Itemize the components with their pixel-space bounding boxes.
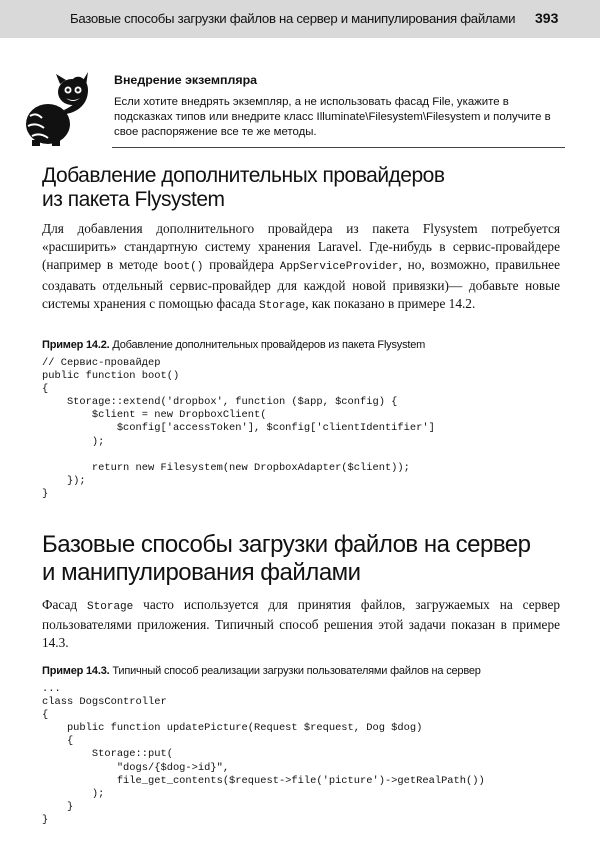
heading-line: Базовые способы загрузки файлов на сервер [42,531,531,558]
paragraph-text: Фасад [42,597,88,612]
inline-code: boot() [163,261,204,274]
example-title: Добавление дополнительных провайдеров из пакета Flysystem [112,339,426,351]
inline-code: Storage [259,299,306,312]
section-heading-uploads [42,531,531,587]
example-label: Пример 14.3. [42,665,110,677]
example-caption [42,665,481,677]
running-header-title: Базовые способы загрузки файлов на сервер и манипулирования файлами [70,11,516,26]
example-caption [42,339,425,351]
heading-line: и манипулирования файлами [42,559,361,586]
note-title: Внедрение экземпляра [114,73,258,87]
note-text: Если хотите внедрять экземпляр, а не использовать фасад File, укажите в подсказках типов или внедрите класс Illuminate\Filesystem\Filesystem и получите в свое распоряжение все те же методы. [114,96,551,138]
example-label: Пример 14.2. [42,339,110,351]
running-header [0,0,600,38]
paragraph-uploads [42,596,560,653]
code-listing: ... class DogsController { public function updatePicture(Request $request, Dog $dog) { Storage::put( "dogs/{$dog->id}", file_get_contents($request->file('picture')->getRealPath()) ); } } [42,683,485,826]
page-number: 393 [535,10,559,26]
paragraph-text: Для добавления дополнительного провайдера из пакета Flysystem потребуется «расширить» стандартную систему хранения Laravel. Где-нибудь в сервис-провайдере (например в методе [42,221,560,273]
paragraph-text: провайдера [203,257,280,273]
heading-line: из пакета Flysystem [42,188,225,211]
paragraph-text: часто используется для принятия файлов, загружаемых на сервер пользователями приложения. Типичный способ решения этой задачи показан в примере 14.3. [42,597,560,651]
inline-code: Storage [87,601,134,613]
example-title: Типичный способ реализации загрузки пользователями файлов на сервер [112,665,481,677]
lemur-icon [22,66,100,146]
paragraph-flysystem [42,220,560,315]
section-heading-flysystem [42,164,445,212]
heading-line: Добавление дополнительных провайдеров [42,164,445,187]
code-listing: // Сервис-провайдер public function boot() { Storage::extend('dropbox', function ($app, $config) { $client = new DropboxClient( $config['accessToken'], $config['clientIdentifier'] ); return new Filesystem(new DropboxAdapter($client)); }); } [42,357,435,500]
paragraph-text: , как показано в примере 14.2. [305,295,476,311]
paragraph-text: , но, возможно, правильнее создавать отдельный сервис-провайдер для каждой новой привязки)— добавьте новые системы хранения с помощью фасада [42,257,560,311]
inline-code: AppServiceProvider [279,261,399,274]
note-divider [112,147,565,148]
